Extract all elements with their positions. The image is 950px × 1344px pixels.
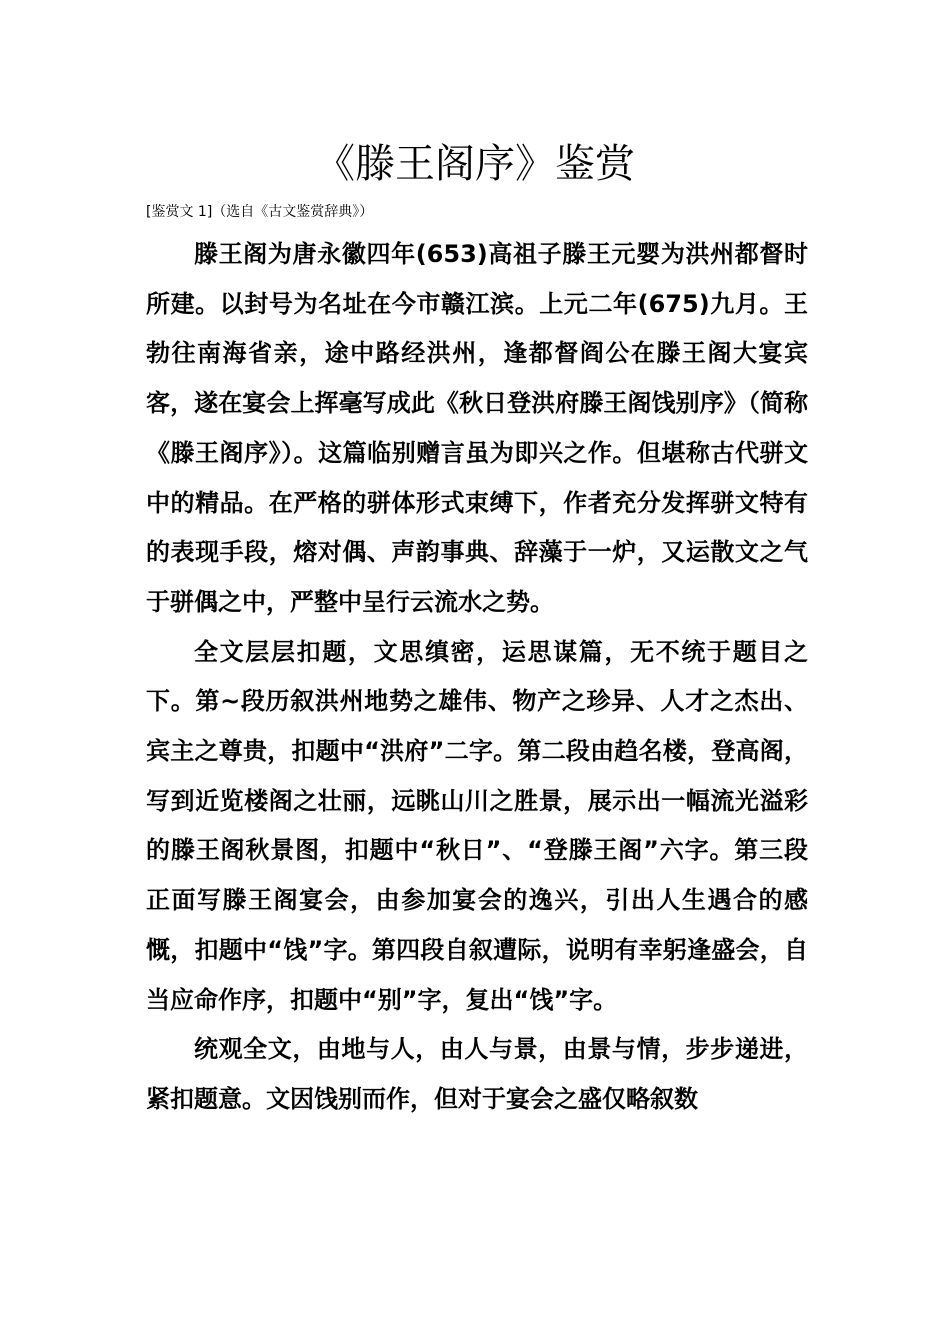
document-body (146, 230, 808, 1125)
paragraph-1: 滕王阁为唐永徽四年(653)高祖子滕王元婴为洪州都督时所建。以封号为名址在今市赣江滨。上元二年(675)九月。王勃往南海省亲，途中路经洪州，逢都督阎公在滕王阁大宴宾客，遂在宴会上挥毫写成此《秋日登洪府滕王阁饯别序》（简称《滕王阁序》）。这篇临别赠言虽为即兴之作。但堪称古代骈文中的精品。在严格的骈体形式束缚下，作者充分发挥骈文特有的表现手段，熔对偶、声韵事典、辞藻于一炉，又运散文之气于骈偶之中，严整中呈行云流水之势。 (146, 240, 808, 616)
document-title: 《滕王阁序》鉴赏 (315, 141, 635, 187)
source-note: [鉴赏文 1]（选自《古文鉴赏辞典》） (146, 204, 374, 220)
paragraph-2: 全文层层扣题，文思缜密，运思谋篇，无不统于题目之下。第~段历叙洪州地势之雄伟、物产之珍异、人才之杰出、宾主之尊贵，扣题中“洪府”二字。第二段由趋名楼，登高阁，写到近览楼阁之壮丽，远眺山川之胜景，展示出一幅流光溢彩的滕王阁秋景图，扣题中“秋日”、“登滕王阁”六字。第三段正面写滕王阁宴会，由参加宴会的逸兴，引出人生遇合的感慨，扣题中“饯”字。第四段自叙遭际，说明有幸躬逢盛会，自当应命作序，扣题中“别”字，复出“饯”字。 (146, 637, 808, 1014)
paragraph-3: 统观全文，由地与人，由人与景，由景与情，步步递进，紧扣题意。文因饯别而作，但对于宴会之盛仅略叙数 (146, 1035, 808, 1113)
